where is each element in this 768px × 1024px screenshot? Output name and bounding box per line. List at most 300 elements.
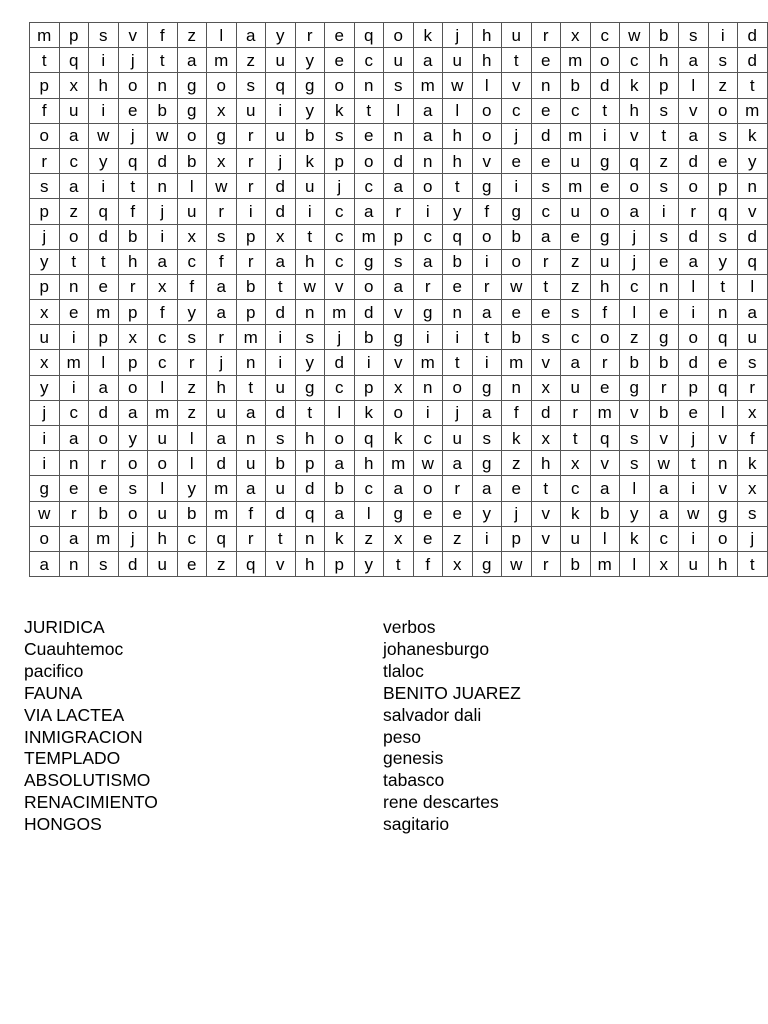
- grid-cell: c: [502, 98, 532, 123]
- grid-cell: i: [472, 526, 502, 551]
- grid-cell: i: [266, 350, 296, 375]
- grid-cell: a: [620, 199, 650, 224]
- grid-cell: r: [295, 23, 325, 48]
- grid-cell: u: [59, 98, 89, 123]
- grid-cell: d: [590, 73, 620, 98]
- grid-cell: t: [443, 174, 473, 199]
- grid-cell: r: [207, 199, 237, 224]
- grid-cell: o: [708, 526, 738, 551]
- grid-cell: i: [649, 199, 679, 224]
- grid-cell: h: [531, 451, 561, 476]
- grid-cell: n: [708, 451, 738, 476]
- grid-cell: o: [207, 73, 237, 98]
- grid-cell: f: [738, 426, 768, 451]
- grid-cell: s: [295, 325, 325, 350]
- grid-cell: o: [590, 199, 620, 224]
- grid-cell: u: [561, 148, 591, 173]
- grid-cell: l: [679, 274, 709, 299]
- grid-cell: l: [384, 98, 414, 123]
- grid-cell: a: [207, 426, 237, 451]
- grid-cell: i: [266, 98, 296, 123]
- grid-cell: n: [649, 274, 679, 299]
- grid-cell: h: [649, 48, 679, 73]
- grid-cell: h: [295, 426, 325, 451]
- grid-cell: x: [738, 400, 768, 425]
- grid-cell: w: [502, 551, 532, 576]
- grid-cell: r: [531, 249, 561, 274]
- grid-cell: h: [472, 48, 502, 73]
- grid-cell: s: [708, 224, 738, 249]
- grid-cell: u: [266, 476, 296, 501]
- grid-cell: e: [59, 476, 89, 501]
- grid-cell: o: [59, 224, 89, 249]
- grid-cell: o: [620, 174, 650, 199]
- grid-cell: p: [295, 451, 325, 476]
- grid-cell: u: [502, 23, 532, 48]
- grid-cell: q: [738, 249, 768, 274]
- grid-cell: p: [30, 274, 60, 299]
- grid-cell: a: [118, 400, 148, 425]
- grid-cell: g: [472, 174, 502, 199]
- grid-cell: s: [531, 325, 561, 350]
- grid-cell: a: [177, 48, 207, 73]
- grid-cell: i: [413, 199, 443, 224]
- grid-cell: y: [295, 98, 325, 123]
- grid-cell: i: [354, 350, 384, 375]
- grid-cell: s: [325, 123, 355, 148]
- grid-cell: k: [325, 526, 355, 551]
- grid-cell: u: [266, 123, 296, 148]
- grid-cell: x: [649, 551, 679, 576]
- grid-cell: n: [236, 350, 266, 375]
- grid-cell: z: [649, 148, 679, 173]
- grid-cell: a: [679, 123, 709, 148]
- grid-cell: a: [207, 274, 237, 299]
- grid-cell: v: [738, 199, 768, 224]
- grid-cell: e: [354, 123, 384, 148]
- grid-cell: v: [649, 426, 679, 451]
- grid-cell: l: [148, 375, 178, 400]
- grid-cell: l: [89, 350, 119, 375]
- grid-row: [30, 375, 768, 400]
- grid-cell: q: [236, 551, 266, 576]
- grid-cell: n: [413, 148, 443, 173]
- grid-cell: f: [502, 400, 532, 425]
- grid-cell: a: [472, 476, 502, 501]
- grid-cell: j: [207, 350, 237, 375]
- grid-cell: h: [118, 249, 148, 274]
- grid-cell: l: [620, 476, 650, 501]
- grid-cell: u: [561, 375, 591, 400]
- grid-cell: e: [561, 224, 591, 249]
- grid-cell: d: [207, 451, 237, 476]
- grid-cell: o: [443, 375, 473, 400]
- grid-cell: g: [295, 73, 325, 98]
- grid-cell: x: [207, 148, 237, 173]
- grid-cell: d: [679, 350, 709, 375]
- grid-cell: w: [413, 451, 443, 476]
- grid-cell: q: [295, 501, 325, 526]
- grid-cell: e: [443, 501, 473, 526]
- grid-cell: b: [295, 123, 325, 148]
- grid-cell: h: [443, 123, 473, 148]
- grid-cell: v: [531, 526, 561, 551]
- grid-cell: n: [354, 73, 384, 98]
- grid-cell: n: [708, 300, 738, 325]
- grid-cell: q: [89, 199, 119, 224]
- grid-cell: m: [207, 476, 237, 501]
- grid-cell: z: [502, 451, 532, 476]
- grid-cell: u: [207, 400, 237, 425]
- grid-cell: m: [561, 48, 591, 73]
- word-list-item: FAUNA: [24, 682, 83, 703]
- grid-cell: k: [620, 73, 650, 98]
- grid-cell: d: [266, 199, 296, 224]
- grid-cell: t: [118, 174, 148, 199]
- grid-cell: v: [679, 98, 709, 123]
- grid-cell: t: [502, 48, 532, 73]
- grid-cell: a: [413, 48, 443, 73]
- grid-row: [30, 476, 768, 501]
- grid-cell: m: [413, 73, 443, 98]
- grid-cell: m: [207, 501, 237, 526]
- grid-cell: r: [177, 350, 207, 375]
- grid-cell: f: [148, 23, 178, 48]
- grid-cell: d: [118, 551, 148, 576]
- grid-cell: p: [236, 300, 266, 325]
- grid-cell: d: [266, 501, 296, 526]
- grid-cell: i: [59, 325, 89, 350]
- grid-cell: p: [236, 224, 266, 249]
- grid-cell: v: [325, 274, 355, 299]
- grid-cell: u: [30, 325, 60, 350]
- grid-cell: u: [177, 199, 207, 224]
- grid-cell: n: [59, 551, 89, 576]
- grid-cell: e: [177, 551, 207, 576]
- grid-cell: n: [443, 300, 473, 325]
- grid-cell: z: [207, 551, 237, 576]
- grid-cell: d: [148, 148, 178, 173]
- grid-cell: d: [738, 23, 768, 48]
- grid-cell: j: [679, 426, 709, 451]
- grid-cell: s: [266, 426, 296, 451]
- grid-cell: g: [177, 73, 207, 98]
- grid-cell: p: [30, 199, 60, 224]
- grid-cell: s: [708, 123, 738, 148]
- grid-cell: a: [384, 174, 414, 199]
- grid-cell: j: [325, 325, 355, 350]
- grid-cell: a: [354, 199, 384, 224]
- grid-cell: p: [118, 350, 148, 375]
- grid-cell: s: [620, 426, 650, 451]
- grid-cell: b: [443, 249, 473, 274]
- grid-cell: i: [30, 426, 60, 451]
- grid-cell: p: [502, 526, 532, 551]
- grid-cell: o: [325, 426, 355, 451]
- grid-cell: r: [472, 274, 502, 299]
- grid-cell: v: [531, 501, 561, 526]
- grid-cell: r: [531, 23, 561, 48]
- grid-cell: o: [118, 501, 148, 526]
- grid-cell: k: [620, 526, 650, 551]
- grid-cell: m: [89, 300, 119, 325]
- grid-cell: y: [177, 300, 207, 325]
- grid-cell: o: [413, 174, 443, 199]
- grid-cell: t: [59, 249, 89, 274]
- grid-cell: k: [295, 148, 325, 173]
- grid-cell: b: [177, 148, 207, 173]
- grid-cell: o: [118, 73, 148, 98]
- grid-cell: o: [354, 148, 384, 173]
- grid-cell: t: [354, 98, 384, 123]
- grid-cell: m: [590, 400, 620, 425]
- grid-cell: u: [561, 526, 591, 551]
- grid-cell: b: [620, 350, 650, 375]
- grid-cell: l: [620, 551, 650, 576]
- grid-cell: v: [531, 350, 561, 375]
- grid-cell: x: [30, 350, 60, 375]
- grid-cell: u: [148, 501, 178, 526]
- grid-cell: w: [443, 73, 473, 98]
- word-list-item: Cuauhtemoc: [24, 638, 124, 659]
- grid-cell: i: [472, 249, 502, 274]
- grid-cell: g: [502, 199, 532, 224]
- grid-cell: c: [620, 48, 650, 73]
- grid-cell: u: [738, 325, 768, 350]
- grid-cell: h: [295, 249, 325, 274]
- grid-cell: f: [236, 501, 266, 526]
- grid-cell: n: [295, 300, 325, 325]
- word-list-item: salvador dali: [383, 704, 482, 725]
- grid-cell: c: [177, 249, 207, 274]
- grid-cell: b: [266, 451, 296, 476]
- grid-cell: e: [531, 48, 561, 73]
- grid-cell: a: [266, 249, 296, 274]
- grid-row: [30, 199, 768, 224]
- grid-cell: f: [177, 274, 207, 299]
- grid-cell: v: [266, 551, 296, 576]
- grid-cell: o: [590, 325, 620, 350]
- grid-cell: e: [708, 350, 738, 375]
- grid-cell: e: [89, 476, 119, 501]
- grid-cell: r: [738, 375, 768, 400]
- grid-cell: z: [443, 526, 473, 551]
- grid-cell: i: [30, 451, 60, 476]
- grid-cell: z: [59, 199, 89, 224]
- grid-cell: a: [59, 123, 89, 148]
- word-list-item: ABSOLUTISMO: [24, 770, 151, 791]
- grid-cell: u: [266, 48, 296, 73]
- grid-cell: o: [384, 23, 414, 48]
- grid-cell: a: [59, 426, 89, 451]
- grid-row: [30, 123, 768, 148]
- grid-cell: n: [59, 451, 89, 476]
- word-list-item: sagitario: [383, 814, 450, 835]
- grid-row: [30, 350, 768, 375]
- grid-cell: a: [384, 274, 414, 299]
- grid-cell: e: [89, 274, 119, 299]
- grid-cell: x: [738, 476, 768, 501]
- grid-cell: q: [590, 426, 620, 451]
- grid-cell: j: [118, 526, 148, 551]
- grid-row: [30, 426, 768, 451]
- grid-cell: t: [295, 400, 325, 425]
- grid-cell: d: [89, 224, 119, 249]
- grid-cell: t: [561, 426, 591, 451]
- grid-cell: t: [266, 274, 296, 299]
- grid-cell: q: [354, 426, 384, 451]
- grid-cell: s: [89, 23, 119, 48]
- grid-cell: d: [738, 224, 768, 249]
- grid-cell: h: [207, 375, 237, 400]
- grid-cell: x: [561, 451, 591, 476]
- grid-cell: j: [443, 400, 473, 425]
- grid-cell: n: [148, 174, 178, 199]
- grid-cell: y: [177, 476, 207, 501]
- grid-cell: q: [118, 148, 148, 173]
- grid-cell: b: [325, 476, 355, 501]
- grid-row: [30, 249, 768, 274]
- grid-cell: z: [561, 274, 591, 299]
- grid-cell: o: [325, 73, 355, 98]
- grid-cell: a: [30, 551, 60, 576]
- grid-cell: r: [649, 375, 679, 400]
- grid-cell: i: [413, 325, 443, 350]
- grid-cell: e: [443, 274, 473, 299]
- word-list-item: genesis: [383, 748, 444, 769]
- grid-cell: w: [620, 23, 650, 48]
- grid-cell: c: [531, 199, 561, 224]
- grid-cell: o: [679, 325, 709, 350]
- grid-cell: h: [620, 98, 650, 123]
- grid-cell: l: [738, 274, 768, 299]
- grid-cell: v: [620, 400, 650, 425]
- grid-cell: c: [561, 476, 591, 501]
- grid-cell: y: [738, 148, 768, 173]
- grid-cell: f: [413, 551, 443, 576]
- grid-cell: a: [443, 451, 473, 476]
- grid-cell: e: [649, 300, 679, 325]
- grid-row: [30, 174, 768, 199]
- grid-cell: f: [30, 98, 60, 123]
- grid-cell: i: [502, 174, 532, 199]
- grid-cell: r: [59, 501, 89, 526]
- grid-cell: l: [177, 451, 207, 476]
- grid-cell: y: [295, 48, 325, 73]
- grid-cell: l: [620, 300, 650, 325]
- word-list-item: verbos: [383, 617, 436, 637]
- grid-cell: x: [266, 224, 296, 249]
- grid-cell: r: [531, 551, 561, 576]
- grid-cell: y: [30, 249, 60, 274]
- grid-cell: o: [590, 48, 620, 73]
- grid-cell: t: [295, 224, 325, 249]
- grid-cell: i: [89, 48, 119, 73]
- grid-cell: m: [59, 350, 89, 375]
- grid-cell: i: [295, 199, 325, 224]
- grid-cell: a: [148, 249, 178, 274]
- grid-cell: u: [443, 426, 473, 451]
- grid-cell: l: [207, 23, 237, 48]
- grid-cell: z: [177, 375, 207, 400]
- grid-cell: e: [708, 148, 738, 173]
- grid-row: [30, 526, 768, 551]
- grid-cell: s: [384, 249, 414, 274]
- grid-cell: g: [620, 375, 650, 400]
- grid-cell: a: [649, 501, 679, 526]
- grid-cell: o: [177, 123, 207, 148]
- grid-cell: d: [354, 300, 384, 325]
- grid-cell: m: [738, 98, 768, 123]
- grid-cell: g: [30, 476, 60, 501]
- grid-cell: t: [443, 350, 473, 375]
- grid-cell: v: [502, 73, 532, 98]
- grid-cell: y: [30, 375, 60, 400]
- grid-cell: n: [295, 526, 325, 551]
- grid-cell: u: [148, 426, 178, 451]
- grid-cell: l: [325, 400, 355, 425]
- grid-cell: x: [561, 23, 591, 48]
- grid-cell: j: [620, 249, 650, 274]
- grid-cell: s: [649, 98, 679, 123]
- grid-cell: c: [561, 325, 591, 350]
- grid-cell: b: [148, 98, 178, 123]
- grid-cell: m: [207, 48, 237, 73]
- word-list-item: tlaloc: [383, 660, 424, 681]
- grid-cell: p: [679, 375, 709, 400]
- grid-cell: o: [89, 426, 119, 451]
- grid-cell: j: [148, 199, 178, 224]
- grid-cell: m: [236, 325, 266, 350]
- grid-cell: u: [266, 375, 296, 400]
- grid-cell: x: [118, 325, 148, 350]
- grid-cell: h: [472, 23, 502, 48]
- grid-cell: r: [561, 400, 591, 425]
- grid-cell: u: [590, 249, 620, 274]
- grid-cell: c: [59, 148, 89, 173]
- grid-cell: u: [295, 174, 325, 199]
- grid-cell: x: [531, 426, 561, 451]
- grid-cell: i: [472, 350, 502, 375]
- grid-cell: v: [590, 451, 620, 476]
- grid-cell: a: [413, 123, 443, 148]
- grid-cell: b: [649, 23, 679, 48]
- grid-cell: g: [354, 249, 384, 274]
- grid-cell: y: [472, 501, 502, 526]
- grid-row: [30, 224, 768, 249]
- grid-cell: t: [531, 274, 561, 299]
- grid-cell: k: [413, 23, 443, 48]
- grid-cell: r: [384, 199, 414, 224]
- grid-cell: p: [30, 73, 60, 98]
- grid-cell: j: [443, 23, 473, 48]
- grid-cell: p: [649, 73, 679, 98]
- grid-cell: u: [443, 48, 473, 73]
- grid-cell: h: [354, 451, 384, 476]
- grid-cell: r: [236, 148, 266, 173]
- grid-cell: d: [679, 148, 709, 173]
- grid-cell: o: [30, 123, 60, 148]
- grid-cell: b: [590, 501, 620, 526]
- grid-cell: k: [502, 426, 532, 451]
- grid-cell: v: [472, 148, 502, 173]
- grid-cell: e: [413, 526, 443, 551]
- grid-cell: l: [679, 73, 709, 98]
- grid-cell: c: [649, 526, 679, 551]
- grid-cell: y: [266, 23, 296, 48]
- grid-cell: a: [413, 98, 443, 123]
- grid-cell: j: [118, 123, 148, 148]
